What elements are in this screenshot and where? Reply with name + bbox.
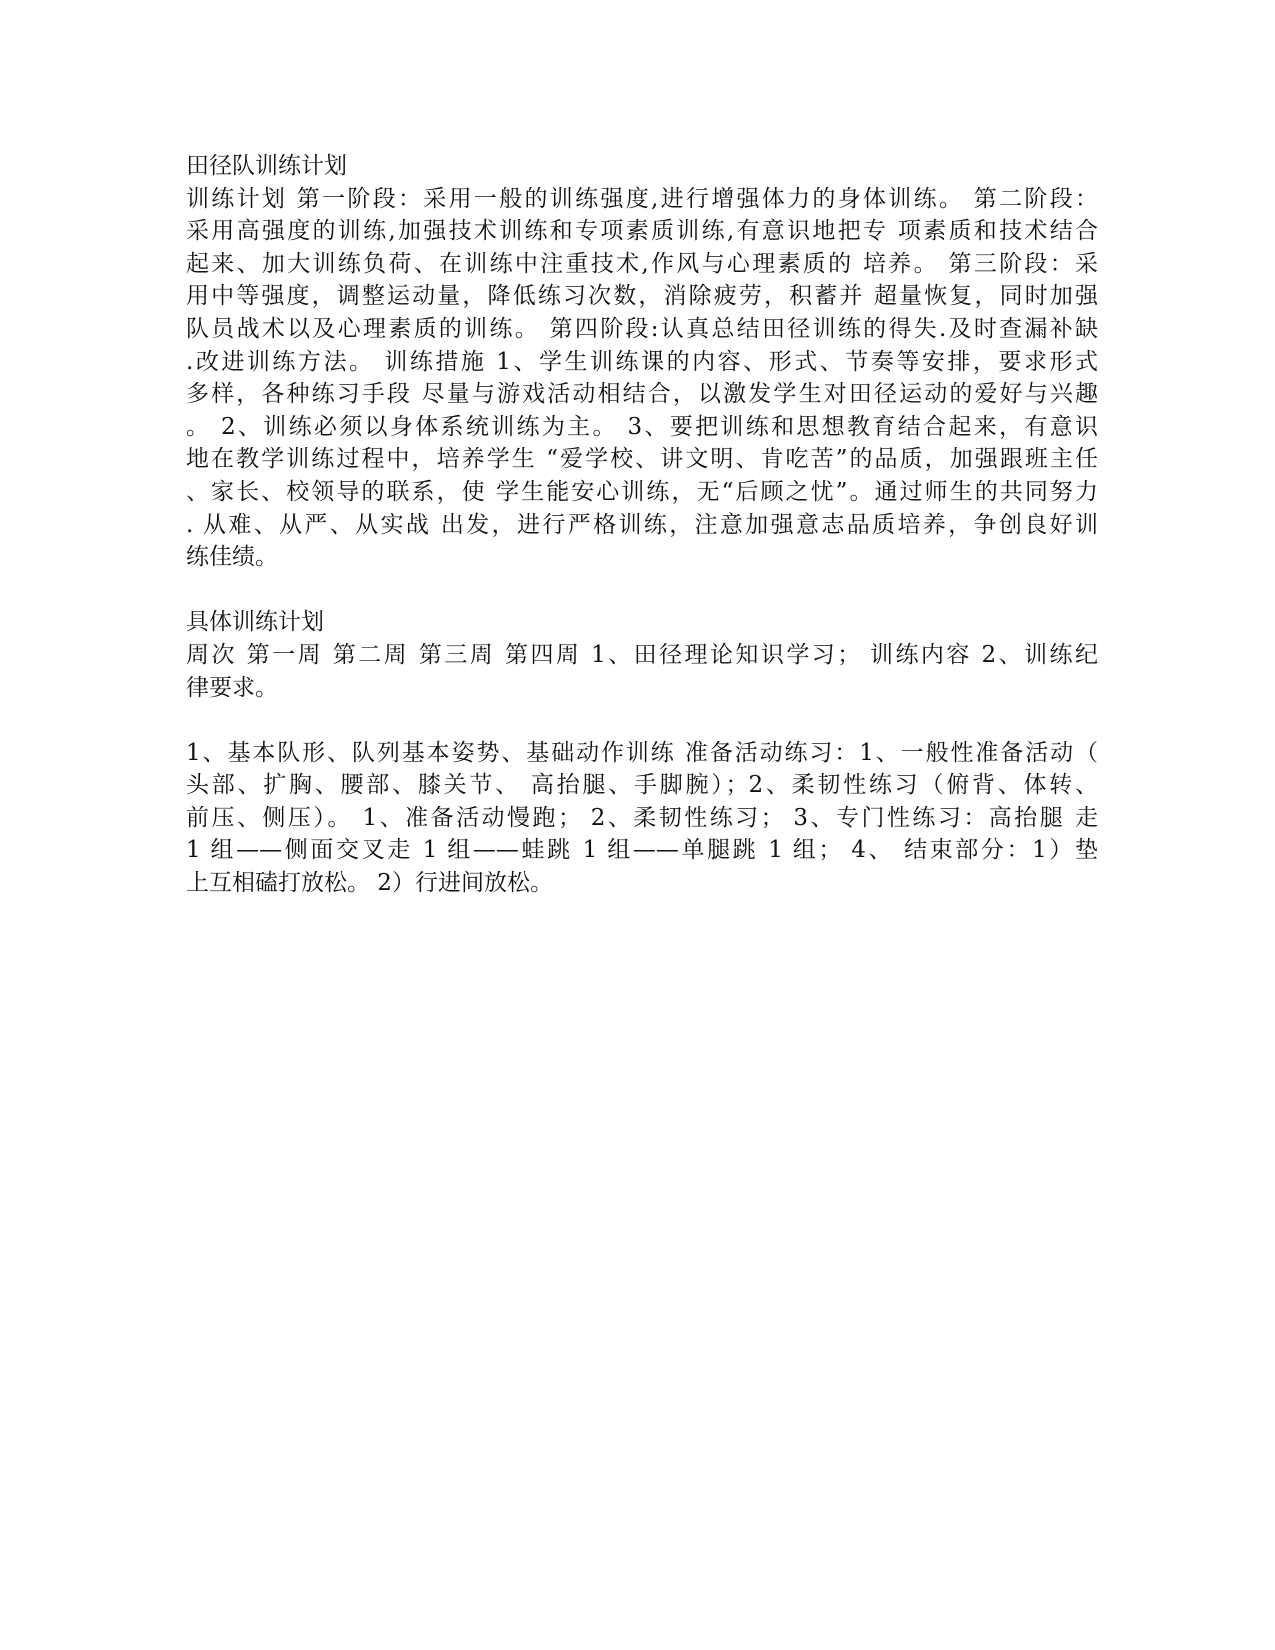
section-line: 1、基本队形、队列基本姿势、基础动作训练 准备活动练习：1、一般性准备活动（ xyxy=(186,739,1098,766)
paragraph-gap xyxy=(186,574,1098,607)
section-line: 前压、侧压）。 1、准备活动慢跑； 2、柔韧性练习； 3、专门性练习：高抬腿 走 xyxy=(186,804,1098,831)
section-line: 上互相磕打放松。 2）行进间放松。 xyxy=(186,870,553,897)
body-line: 采用高强度的训练,加强技术训练和专项素质训练,有意识地把专 项素质和技术结合 xyxy=(186,218,1098,245)
section-line: 1 组——侧面交叉走 1 组——蛙跳 1 组——单腿跳 1 组； 4、 结束部分：1）垫 xyxy=(186,837,1098,864)
body-line: 练佳绩。 xyxy=(186,544,278,571)
section-line: 周次 第一周 第二周 第三周 第四周 1、田径理论知识学习； 训练内容 2、训练纪 xyxy=(186,641,1098,668)
document-page xyxy=(186,150,1098,900)
section-title: 具体训练计划 xyxy=(186,609,324,636)
body-line: 起来、加大训练负荷、在训练中注重技术,作风与心理素质的 培养。 第三阶段：采 xyxy=(186,250,1098,277)
body-line: 、家长、校领导的联系，使 学生能安心训练，无“后顾之忧”。通过师生的共同努力 xyxy=(186,478,1098,505)
body-line: 队员战术以及心理素质的训练。 第四阶段:认真总结田径训练的得失.及时查漏补缺 xyxy=(186,315,1098,342)
body-line: . 从难、从严、从实战 出发，进行严格训练，注意加强意志品质培养，争创良好训 xyxy=(186,511,1098,538)
paragraph-gap xyxy=(186,704,1098,737)
section-line: 律要求。 xyxy=(186,674,278,701)
body-line: 用中等强度，调整运动量，降低练习次数，消除疲劳，积蓄并 超量恢复，同时加强 xyxy=(186,283,1098,310)
document-title: 田径队训练计划 xyxy=(186,153,347,179)
body-line: 。 2、训练必须以身体系统训练为主。 3、要把训练和思想教育结合起来，有意识 xyxy=(186,413,1098,440)
body-line: 多样，各种练习手段 尽量与游戏活动相结合，以激发学生对田径运动的爱好与兴趣 xyxy=(186,381,1098,408)
body-line: 地在教学训练过程中，培养学生 “爱学校、讲文明、肯吃苦”的品质，加强跟班主任 xyxy=(186,446,1098,473)
body-line: .改进训练方法。 训练措施 1、学生训练课的内容、形式、节奏等安排，要求形式 xyxy=(186,348,1098,375)
body-line: 训练计划 第一阶段：采用一般的训练强度,进行增强体力的身体训练。 第二阶段： xyxy=(186,185,1098,212)
section-line: 头部、扩胸、腰部、膝关节、 高抬腿、手脚腕）；2、柔韧性练习（俯背、体转、 xyxy=(186,772,1098,799)
